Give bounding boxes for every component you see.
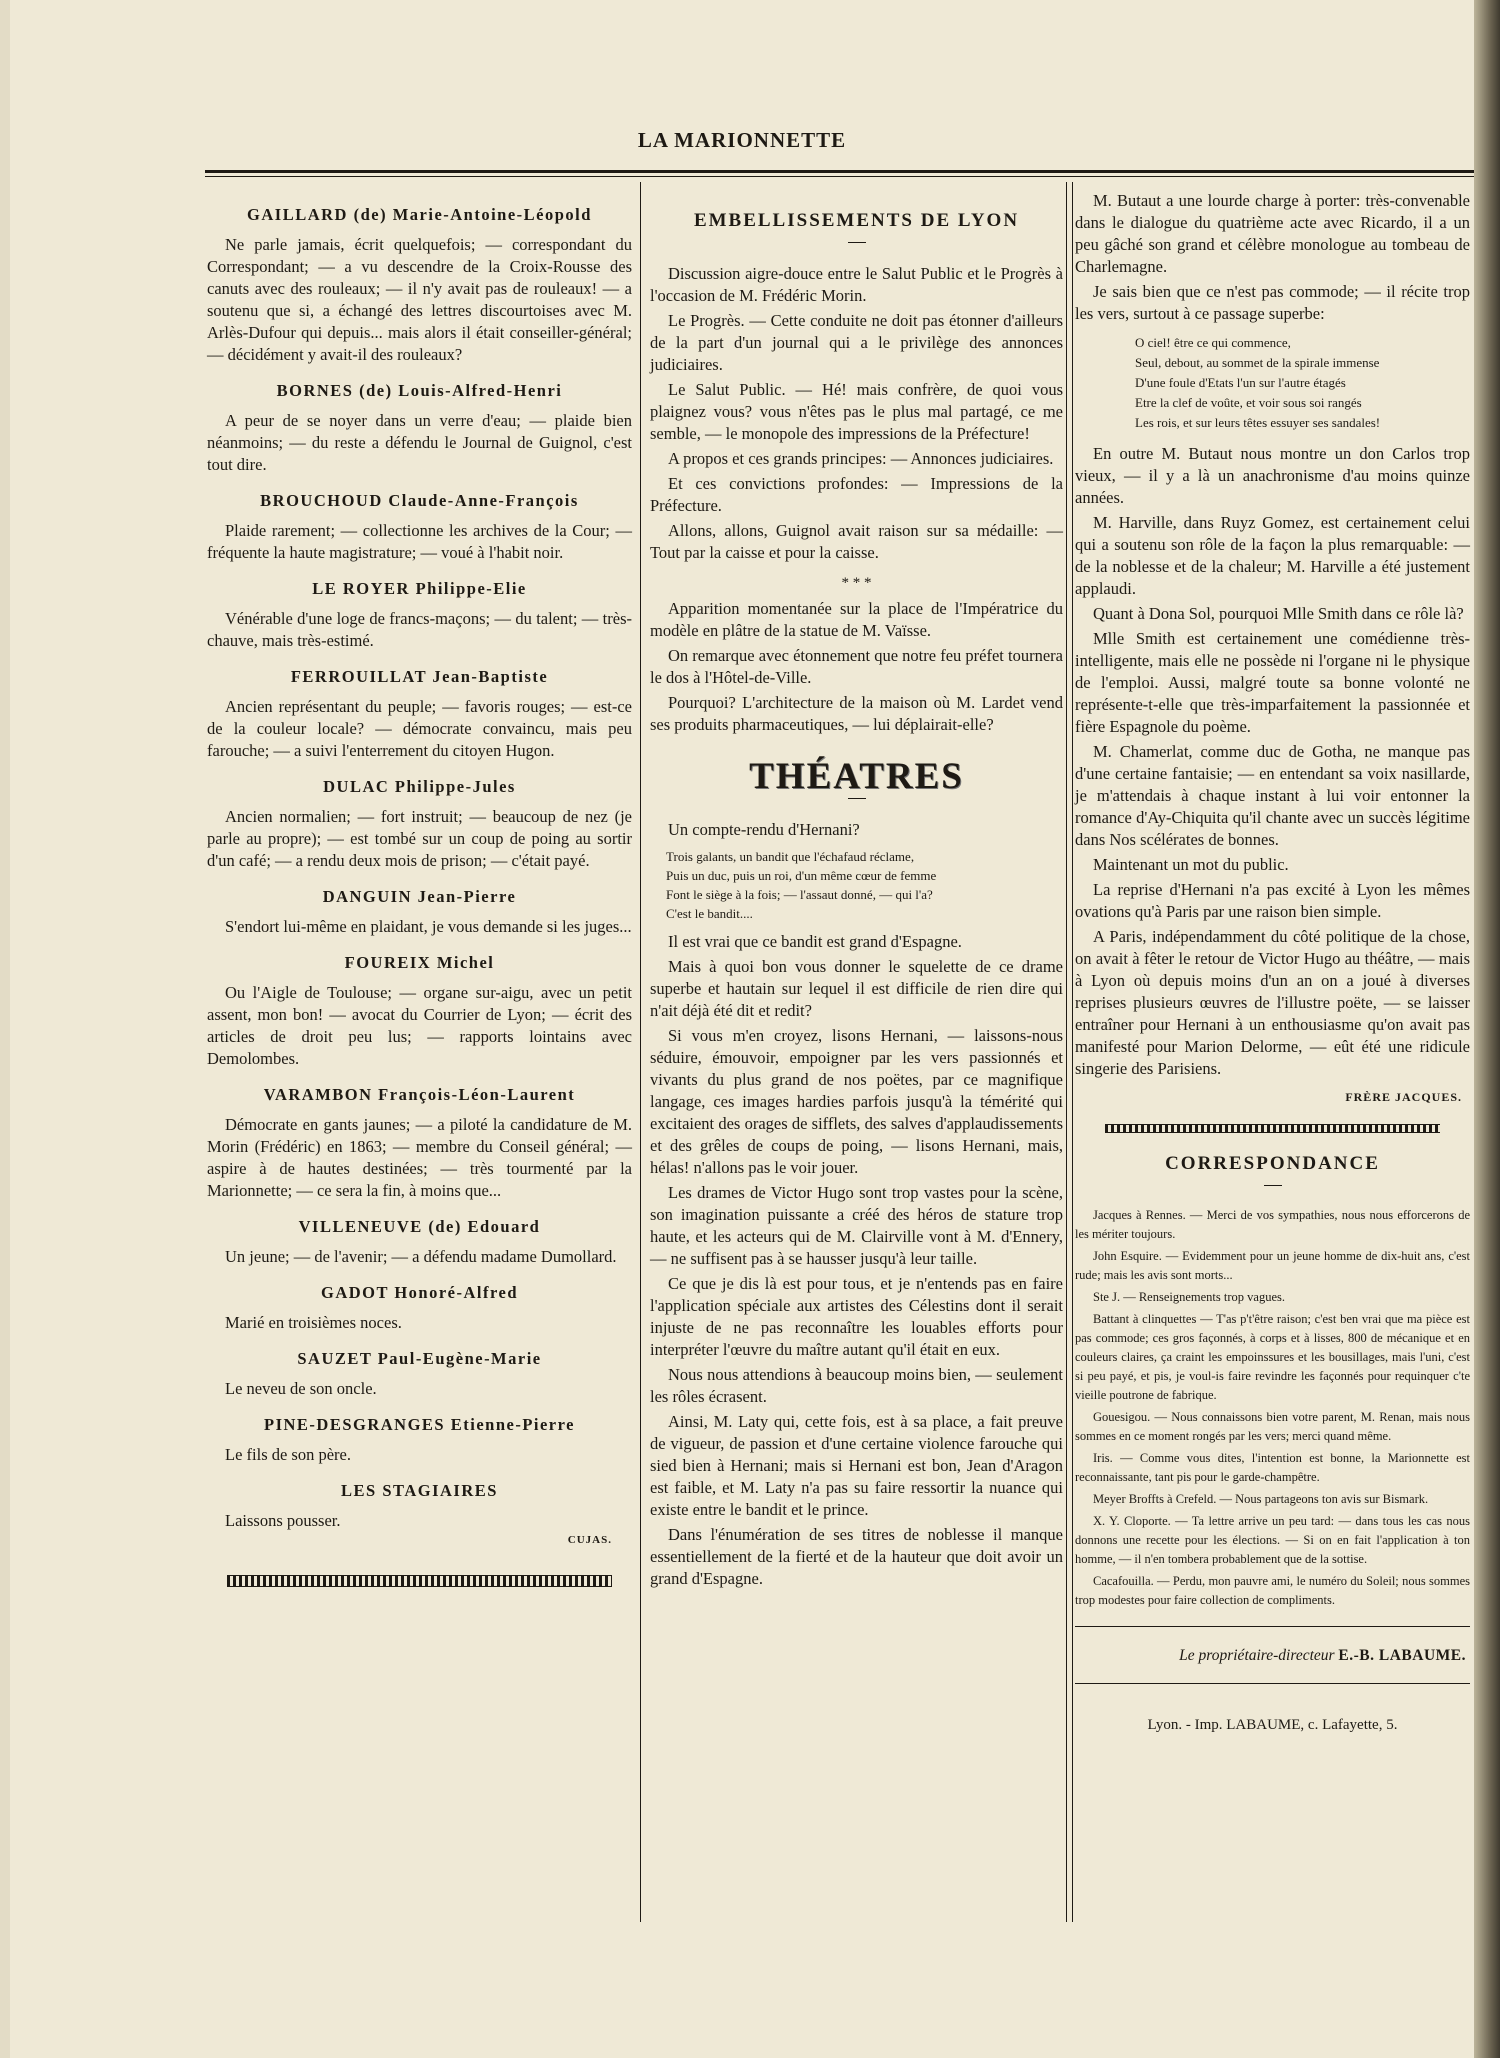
verse-block — [1135, 333, 1470, 433]
signature-frere-jacques: FRÈRE JACQUES. — [1345, 1090, 1462, 1104]
masthead: LA MARIONNETTE — [637, 128, 847, 152]
verse-line: Puis un duc, puis un roi, d'un même cœur de femme — [666, 868, 937, 883]
entry-text: S'endort lui-même en plaidant, je vous demande si les juges... — [225, 917, 632, 936]
column-middle — [650, 190, 1063, 1593]
paragraph: Dans l'énumération de ses titres de noblesse il manque essentiellement de la fierté et de la hauteur que doit avoir un grand d'Espagne. — [650, 1525, 1063, 1588]
paragraph: Apparition momentanée sur la place de l'Impératrice du modèle en plâtre de la statue de M. Vaïsse. — [650, 599, 1063, 640]
correspondance-item: Gouesigou. — Nous connaissons bien votre parent, M. Renan, mais nous sommes en ce moment rongés par les vers; merci quand même. — [1075, 1410, 1470, 1443]
entry-text: Ancien représentant du peuple; — favoris rouges; — est-ce de la couleur locale? — démocrate convaincu, mais peu farouche; — a suivi l'enterrement du citoyen Hugon. — [207, 697, 632, 760]
correspondance-item: X. Y. Cloporte. — Ta lettre arrive un peu tard: — dans tous les cas nous donnons une recette pour les élections. — Si on en fait l'application à ton homme, — il n'en tombera probablement que de la sottise. — [1075, 1514, 1470, 1566]
paragraph: M. Harville, dans Ruyz Gomez, est certainement celui qui a soutenu son rôle de la façon la plus remarquable: — de la noblesse et de la chaleur; M. Harville a été justement applaudi. — [1075, 513, 1470, 598]
correspondance-item: Cacafouilla. — Perdu, mon pauvre ami, le numéro du Soleil; nous sommes trop modestes pour faire collection de compliments. — [1075, 1574, 1470, 1607]
entry-text: Plaide rarement; — collectionne les archives de la Cour; — fréquente la haute magistrature; — voué à l'habit noir. — [207, 521, 632, 562]
entry-name: SAUZET Paul-Eugène-Marie — [297, 1349, 542, 1368]
paragraph: Mlle Smith est certainement une comédienne très-intelligente, mais elle ne possède ni l'organe ni le physique de l'emploi. Aussi, malgré toute sa bonne volonté ne représente-t-elle que très-imparfaitement la passionnée et fière Espagnole du poème. — [1075, 629, 1470, 736]
column-right — [1075, 190, 1470, 1736]
entry-name: FOUREIX Michel — [344, 953, 495, 972]
entry-text: Démocrate en gants jaunes; — a piloté la candidature de M. Morin (Frédéric) en 1863; — membre du Conseil général; — aspire à de hautes destinées; — très tourmenté par la Marionnette; — ce sera la fin, à moins que... — [207, 1115, 632, 1200]
paragraph: A propos et ces grands principes: — Annonces judiciaires. — [668, 449, 1054, 468]
entry — [207, 1480, 632, 1532]
header-rule — [205, 170, 1474, 173]
entry-name: LE ROYER Philippe-Elie — [312, 579, 527, 598]
verse-line: Etre la clef de voûte, et voir sous soi rangés — [1135, 395, 1362, 410]
paragraph: Il est vrai que ce bandit est grand d'Espagne. — [668, 932, 962, 951]
entry — [207, 1216, 632, 1268]
paragraph: On remarque avec étonnement que notre feu préfet tournera le dos à l'Hôtel-de-Ville. — [650, 646, 1063, 687]
section-title-embellissements: EMBELLISSEMENTS DE LYON — [693, 210, 1020, 231]
paragraph: La reprise d'Hernani n'a pas excité à Lyon les mêmes ovations qu'à Paris par une raison bien simple. — [1075, 880, 1470, 921]
column-rule-1 — [640, 182, 641, 1922]
correspondance-item: Meyer Broffts à Crefeld. — Nous partageons ton avis sur Bismark. — [1093, 1492, 1429, 1506]
paragraph: M. Butaut a une lourde charge à porter: très-convenable dans le dialogue du quatrième acte avec Ricardo, il a un peu gâché son grand et célèbre monologue au tombeau de Charlemagne. — [1075, 191, 1470, 276]
entry-name: BROUCHOUD Claude-Anne-François — [260, 491, 579, 510]
title-dash — [848, 242, 866, 243]
entry-text: Un jeune; — de l'avenir; — a défendu madame Dumollard. — [225, 1247, 617, 1266]
entry-text: Ne parle jamais, écrit quelquefois; — correspondant du Correspondant; — a vu descendre de la Croix-Rousse des canuts avec des rouleaux; — il n'y avait pas de rouleaux! — a soutenu que si, a échangé des lettres discourtoises avec M. Arlès-Dufour qui depuis... mais alors il était conseiller-général; — décidément y avait-il des rouleaux? — [207, 235, 632, 364]
paragraph: Quant à Dona Sol, pourquoi Mlle Smith dans ce rôle là? — [1093, 604, 1464, 623]
paragraph: Les drames de Victor Hugo sont trop vastes pour la scène, son imagination puissante a créé des héros de stature trop haute, et les acteurs qui de M. Clairville vont à M. d'Ennery, — ne suffisent pas à se hausser jusqu'à leur taille. — [650, 1183, 1063, 1268]
verse-block — [666, 847, 1063, 923]
correspondance-item: Iris. — Comme vous dites, l'intention est bonne, la Marionnette est reconnaissante, tant pis pour le garde-champêtre. — [1075, 1451, 1470, 1484]
verse-line: D'une foule d'Etats l'un sur l'autre étagés — [1135, 375, 1346, 390]
title-dash — [1264, 1185, 1282, 1186]
verse-line: Trois galants, un bandit que l'échafaud réclame, — [666, 849, 915, 864]
column-left — [207, 190, 632, 1607]
entry — [207, 1414, 632, 1466]
signature-cujas: CUJAS. — [567, 1534, 612, 1546]
paragraph: Mais à quoi bon vous donner le squelette de ce drame superbe et hautain sur lequel il est difficile de rien dire qui n'ait déjà été dit et redit? — [650, 957, 1063, 1020]
section-title-correspondance: CORRESPONDANCE — [1165, 1153, 1380, 1174]
paragraph: Le Progrès. — Cette conduite ne doit pas étonner d'ailleurs de la part d'un journal qui a le privilège des annonces judiciaires. — [650, 311, 1063, 374]
verse-line: O ciel! être ce qui commence, — [1135, 335, 1291, 350]
paragraph: Je sais bien que ce n'est pas commode; — il récite trop les vers, surtout à ce passage superbe: — [1075, 282, 1470, 323]
paragraph: Pourquoi? L'architecture de la maison où M. Lardet vend ses produits pharmaceutiques, — lui déplairait-elle? — [650, 693, 1063, 734]
title-dash — [848, 798, 866, 799]
entry-text: A peur de se noyer dans un verre d'eau; — plaide bien néanmoins; — du reste a défendu le Journal de Guignol, c'est tout dire. — [207, 411, 632, 474]
page-edge — [1474, 0, 1500, 2058]
verse-line: Seul, debout, au sommet de la spirale immense — [1135, 355, 1380, 370]
review-title: Un compte-rendu d'Hernani? — [668, 820, 860, 839]
entry-name: DULAC Philippe-Jules — [323, 777, 516, 796]
entry-name: GADOT Honoré-Alfred — [320, 1283, 518, 1302]
entry-text: Ancien normalien; — fort instruit; — beaucoup de nez (je parle au propre); — est tombé sur un coup de poing au sortir d'un café; — a rendu deux mois de prison; — c'était payé. — [207, 807, 632, 870]
paragraph: Ainsi, M. Laty qui, cette fois, est à sa place, a fait preuve de vigueur, de passion et d'une certaine violence farouche qui sied bien à Hernani; mais si Hernani est bon, Jean d'Aragon est faible, et M. Laty n'a pas su faire ressortir la nuance qui existe entre le bandit et le prince. — [650, 1412, 1063, 1519]
entry — [207, 578, 632, 652]
entry-name: VILLENEUVE (de) Edouard — [298, 1217, 541, 1236]
paragraph: A Paris, indépendamment du côté politique de la chose, on avait à fêter le retour de Victor Hugo au théâtre, — mais à Lyon où depuis moins d'un an on a joué à diverses reprises plusieurs œuvres de l'illustre poëte, — se laisser entraîner pour Hernani à un enthousiasme qu'on avait pas manifesté pour Marion Delorme, — eût été une ridicule singerie des Parisiens. — [1075, 927, 1470, 1078]
entry — [207, 490, 632, 564]
paragraph: M. Chamerlat, comme duc de Gotha, ne manque pas d'une certaine fantaisie; — en entendant sa voix nasillarde, je m'attendais à chaque instant à lui voir entonner la romance d'Ay-Chiquita qu'il chante avec un succès légitime dans Nos scélérates de bonnes. — [1075, 742, 1470, 849]
correspondance-list — [1075, 1206, 1470, 1610]
ornament-divider — [1105, 1124, 1440, 1133]
entry-name: BORNES (de) Louis-Alfred-Henri — [276, 381, 563, 400]
entry — [207, 1282, 632, 1334]
verse-line: C'est le bandit.... — [666, 906, 753, 921]
paragraph: Ce que je dis là est pour tous, et je n'entends pas en faire l'application spéciale aux artistes des Célestins dont il serait injuste de ne pas reconnaître les louables efforts pour interpréter l'œuvre du maître autant qu'il était en eux. — [650, 1274, 1063, 1359]
verse-line: Font le siège à la fois; — l'assaut donné, — qui l'a? — [666, 887, 933, 902]
publisher-name: E.-B. LABAUME. — [1338, 1647, 1466, 1664]
correspondance-item: Jacques à Rennes. — Merci de vos sympathies, nous nous efforcerons de les mériter toujours. — [1075, 1208, 1470, 1241]
publisher-label: Le propriétaire-directeur — [1179, 1647, 1335, 1664]
entry-text: Ou l'Aigle de Toulouse; — organe sur-aigu, avec un petit assent, mon bon! — avocat du Courrier de Lyon; — écrit des articles de droit peu lus; — rapports lointains avec Demolombes. — [207, 983, 632, 1068]
paragraph: Maintenant un mot du public. — [1093, 855, 1289, 874]
entry — [207, 666, 632, 762]
paragraph: Le Salut Public. — Hé! mais confrère, de quoi vous plaignez vous? vous n'êtes pas le plus mal partagé, ce me semble, — le monopole des impressions de la Préfecture! — [650, 380, 1063, 443]
section-title-theatres: THÉATRES — [749, 756, 964, 797]
entry-name: PINE-DESGRANGES Etienne-Pierre — [264, 1415, 575, 1434]
header-rule-thin — [205, 176, 1474, 177]
entry-name: VARAMBON François-Léon-Laurent — [263, 1085, 576, 1104]
entry — [207, 204, 632, 366]
publisher-line — [1075, 1645, 1466, 1667]
correspondance-item: Ste J. — Renseignements trop vagues. — [1093, 1290, 1285, 1304]
correspondance-item: Battant à clinquettes — T'as p't'être raison; c'est ben vrai que ma pièce est pas commode; ces gros façonnés, à corps et à lisses, 800 de mécanique et en couleurs claires, ça craint les empoinssures et les bousillages, mais l'uni, c'est si peu payé, et pis, je voul-is faire revindre les façonnés pour requinquer c'te vieille poutrone de fabrique. — [1075, 1312, 1470, 1402]
rule — [1075, 1683, 1470, 1684]
entry-text: Le fils de son père. — [225, 1445, 351, 1464]
newspaper-page — [10, 0, 1474, 2058]
rule — [1075, 1626, 1470, 1627]
column-rule-2b — [1072, 182, 1073, 1922]
entry-text: Marié en troisièmes noces. — [225, 1313, 402, 1332]
entry-name: DANGUIN Jean-Pierre — [322, 887, 517, 906]
entry-text: Le neveu de son oncle. — [225, 1379, 377, 1398]
asterism: * * * — [841, 575, 872, 591]
entry-name: FERROUILLAT Jean-Baptiste — [290, 667, 549, 686]
paragraph: Nous nous attendions à beaucoup moins bien, — seulement les rôles écrasent. — [650, 1365, 1063, 1406]
entry-text: Laissons pousser. — [225, 1511, 341, 1530]
column-rule-2 — [1066, 182, 1067, 1922]
entry — [207, 1348, 632, 1400]
paragraph: Et ces convictions profondes: — Impressions de la Préfecture. — [650, 474, 1063, 515]
paragraph: Discussion aigre-douce entre le Salut Public et le Progrès à l'occasion de M. Frédéric Morin. — [650, 264, 1063, 305]
entry — [207, 776, 632, 872]
entry-text: Vénérable d'une loge de francs-maçons; — du talent; — très-chauve, mais très-estimé. — [207, 609, 632, 650]
entry — [207, 952, 632, 1070]
paragraph: Allons, allons, Guignol avait raison sur sa médaille: — Tout par la caisse et pour la caisse. — [650, 521, 1063, 562]
printer-line: Lyon. - Imp. LABAUME, c. Lafayette, 5. — [1147, 1717, 1398, 1733]
correspondance-item: John Esquire. — Evidemment pour un jeune homme de dix-huit ans, c'est rude; mais les avis sont morts... — [1075, 1249, 1470, 1282]
entry-name: LES STAGIAIRES — [341, 1481, 498, 1500]
ornament-divider — [227, 1575, 612, 1587]
entry — [207, 886, 632, 938]
paragraph: En outre M. Butaut nous montre un don Carlos trop vieux, — il y a là un anachronisme d'au moins quinze années. — [1075, 444, 1470, 507]
entry — [207, 1084, 632, 1202]
entry-name: GAILLARD (de) Marie-Antoine-Léopold — [247, 205, 592, 224]
verse-line: Les rois, et sur leurs têtes essuyer ses sandales! — [1135, 415, 1381, 430]
paragraph: Si vous m'en croyez, lisons Hernani, — laissons-nous séduire, émouvoir, empoigner par les vers passionnés et vivants du plus grand de nos poëtes, par ce magnifique langage, ces images hardies parfois jusqu'à la témérité qui excitaient des orages de sifflets, des salves d'applaudissements et des grêles de coups de poing, — lisons Hernani, mais, hélas! n'allons pas le voir jouer. — [650, 1026, 1063, 1177]
entry — [207, 380, 632, 476]
